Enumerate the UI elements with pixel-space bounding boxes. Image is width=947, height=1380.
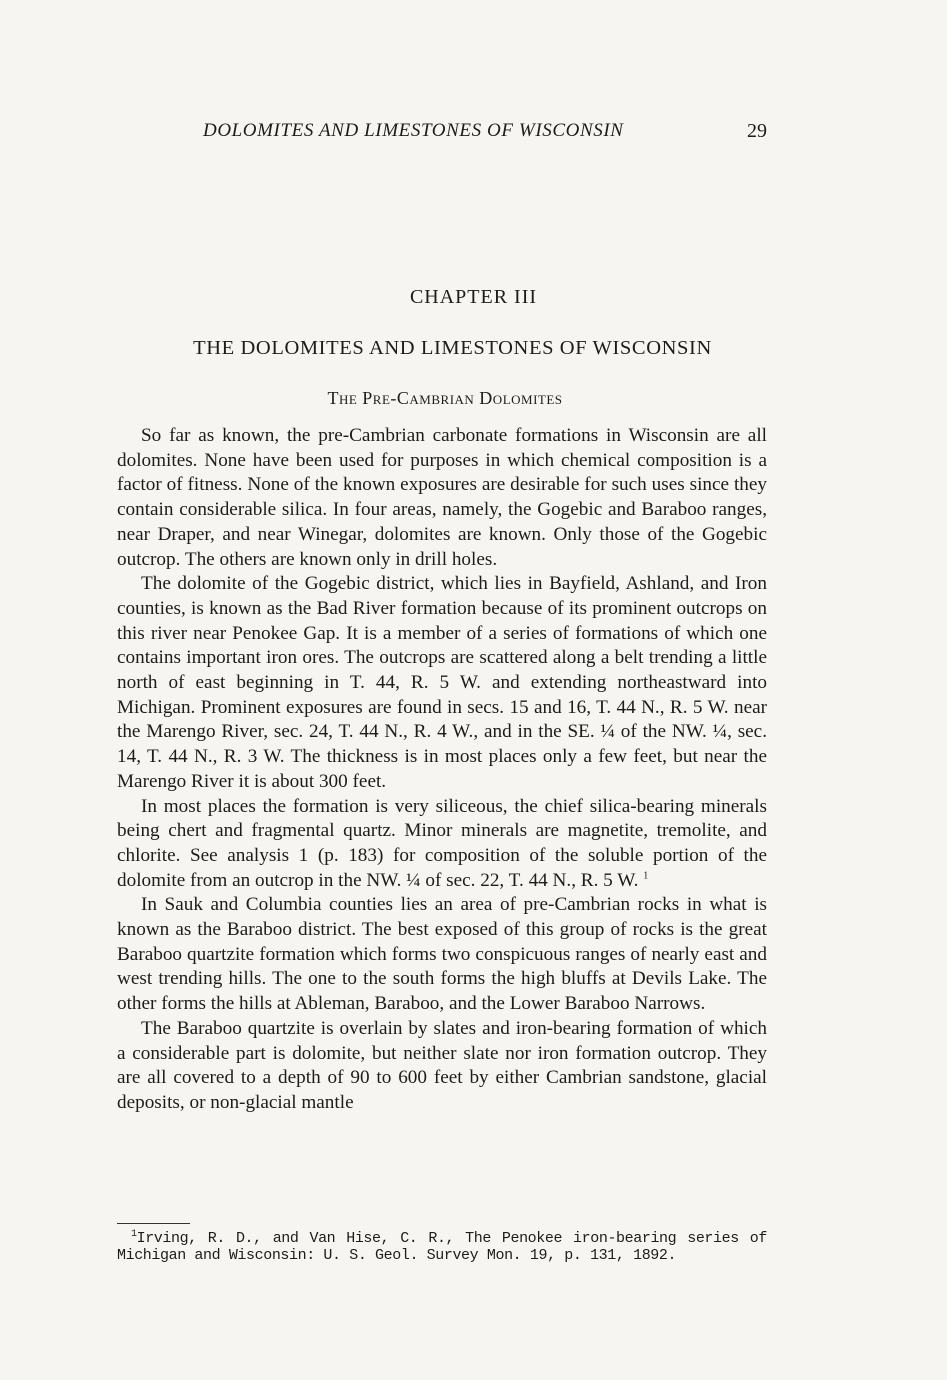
section-title: The Pre-Cambrian Dolomites bbox=[327, 388, 563, 408]
footnote-body bbox=[117, 1230, 767, 1264]
chapter-title: THE DOLOMITES AND LIMESTONES OF WISCONSIN bbox=[193, 337, 712, 359]
chapter-number: CHAPTER III bbox=[409, 286, 538, 308]
footnote-text: Irving, R. D., and Van Hise, C. R., The Penokee iron-bearing series of Michigan and Wisconsin: U. S. Geol. Survey Mon. 19, p. 131, 1892. bbox=[117, 1230, 767, 1264]
footnote-divider bbox=[117, 1223, 190, 1224]
running-head bbox=[117, 120, 767, 144]
paragraph-text: In most places the formation is very siliceous, the chief silica-bearing minerals being chert and fragmental quartz. Minor minerals are magnetite, tremolite, and chlorite. See analysis 1 (p. 183) for composition of the soluble portion of the dolomite from an outcrop in the NW. ¼ of sec. 22, T. 44 N., R. 5 W. bbox=[117, 795, 767, 891]
page-number: 29 bbox=[747, 120, 767, 142]
body-text bbox=[117, 424, 767, 1116]
running-title: DOLOMITES AND LIMESTONES OF WISCONSIN bbox=[203, 120, 624, 141]
paragraph: The dolomite of the Gogebic district, which lies in Bayfield, Ashland, and Iron counties, is known as the Bad River formation because of its prominent outcrops on this river near Penokee Gap. It is a member of a series of formations of which one contains important iron ores. The outcrops are scattered along a belt trending a little north of east beginning in T. 44, R. 5 W. and extending northeastward into Michigan. Prominent exposures are found in secs. 15 and 16, T. 44 N., R. 5 W. near the Marengo River, sec. 24, T. 44 N., R. 4 W., and in the SE. ¼ of the NW. ¼, sec. 14, T. 44 N., R. 3 W. The thickness is in most places only a few feet, but near the Marengo River it is about 300 feet. bbox=[117, 573, 767, 792]
footnote-mark: 1 bbox=[131, 1229, 137, 1240]
paragraph: In Sauk and Columbia counties lies an area of pre-Cambrian rocks in what is known as the Baraboo district. The best exposed of this group of rocks is the great Baraboo quartzite formation which forms two conspicuous ranges of nearly east and west trending hills. The one to the south forms the high bluffs at Devils Lake. The other forms the hills at Ableman, Baraboo, and the Lower Baraboo Narrows. bbox=[117, 894, 767, 1015]
footnote-reference: 1 bbox=[643, 870, 649, 882]
paragraph: The Baraboo quartzite is overlain by slates and iron-bearing formation of which a considerable part is dolomite, but neither slate nor iron formation outcrop. They are all covered to a depth of 90 to 600 feet by either Cambrian sandstone, glacial deposits, or non-glacial mantle bbox=[117, 1017, 767, 1113]
footnote bbox=[117, 1230, 767, 1264]
paragraph bbox=[117, 795, 767, 894]
paragraph: So far as known, the pre-Cambrian carbonate formations in Wisconsin are all dolomites. None have been used for purposes in which chemical composition is a factor of fitness. None of the known exposures are desirable for such uses since they contain considerable silica. In four areas, namely, the Gogebic and Baraboo ranges, near Draper, and near Winegar, dolomites are known. Only those of the Gogebic outcrop. The others are known only in drill holes. bbox=[117, 425, 767, 570]
